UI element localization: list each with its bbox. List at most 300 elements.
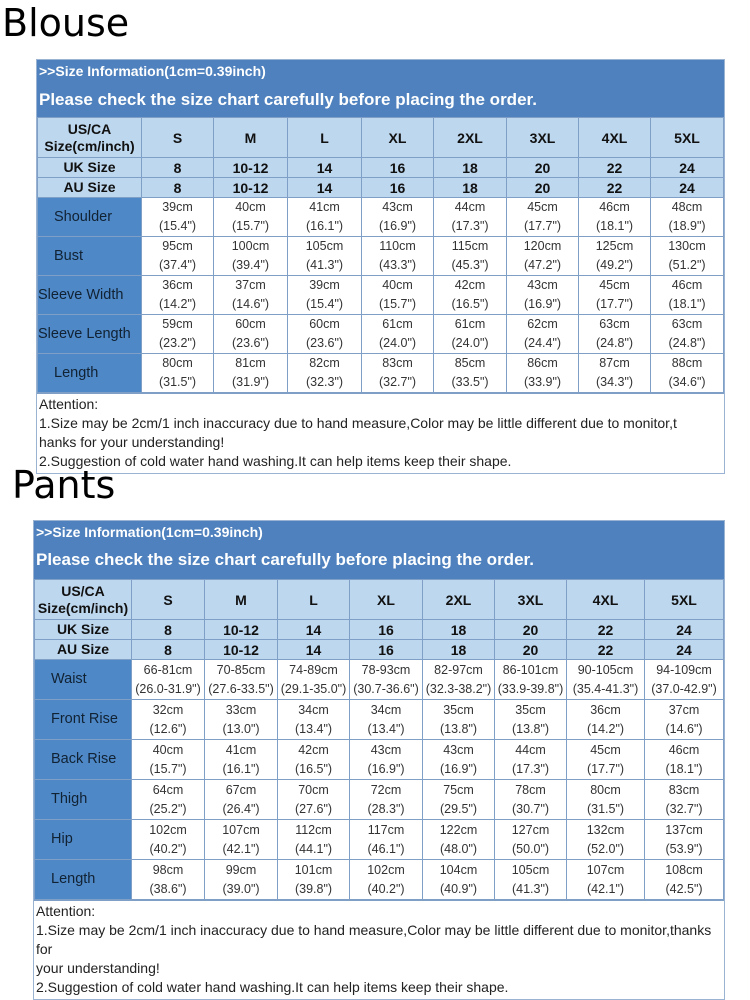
header-row-label (38, 118, 142, 158)
measurement-label: Waist (35, 660, 132, 700)
measurement-cell (205, 740, 278, 780)
cm-value: 43cm (370, 742, 402, 757)
cm-value: 82-97cm (434, 662, 483, 677)
measurement-cell (423, 780, 495, 820)
inch-value: (16.5") (451, 297, 489, 311)
attention-line-1: 1.Size may be 2cm/1 inch inaccuracy due to hand measure,Color may be little different due to monitor,thanks for (36, 922, 712, 957)
inch-value: (42.1") (586, 881, 625, 896)
measurement-cell (288, 315, 362, 354)
inch-value: (29.1-35.0") (280, 681, 347, 696)
size-header-cell: 10-12 (214, 178, 288, 198)
cm-value: 120cm (523, 239, 562, 253)
cm-value: 112cm (295, 822, 332, 837)
cm-value: 88cm (671, 356, 703, 370)
inch-value: (27.6") (294, 801, 333, 816)
inch-value: (40.2") (367, 881, 405, 896)
header-label-line: Size(cm/inch) (44, 137, 135, 154)
cm-value: 78-93cm (361, 662, 411, 677)
measurement-cell (350, 820, 423, 860)
pants-table-body (35, 580, 724, 900)
cm-value: 90-105cm (577, 662, 634, 677)
measurement-cell (423, 820, 495, 860)
size-header-cell: M (205, 580, 278, 620)
measurement-cell (205, 700, 278, 740)
inch-value: (24.0") (378, 336, 417, 350)
cm-value: 107cm (222, 822, 260, 837)
cm-value: 33cm (225, 702, 257, 717)
inch-value: (24.8") (595, 336, 634, 350)
inch-value: (33.9") (523, 375, 562, 389)
inch-value: (46.1") (367, 841, 405, 856)
size-header-cell: 22 (567, 620, 645, 640)
cm-value: 125cm (595, 239, 634, 253)
header-row (38, 158, 724, 178)
measurement-cell (288, 198, 362, 237)
measurement-cell (278, 780, 350, 820)
inch-value: (34.6") (668, 375, 706, 389)
measurement-row (38, 276, 724, 315)
measurement-cell (507, 276, 579, 315)
cm-value: 41cm (309, 200, 340, 214)
measurement-cell (579, 354, 651, 393)
cm-value: 35cm (443, 702, 474, 717)
cm-value: 70-85cm (216, 662, 266, 677)
pants-attention-note (34, 900, 724, 999)
size-header-cell: 24 (651, 178, 724, 198)
inch-value: (52.0") (586, 841, 625, 856)
measurement-cell (142, 315, 214, 354)
measurement-cell (645, 700, 724, 740)
measurement-row (35, 860, 724, 900)
inch-value: (17.7") (595, 297, 634, 311)
measurement-cell (142, 198, 214, 237)
cm-value: 102cm (367, 862, 405, 877)
measurement-cell (205, 660, 278, 700)
inch-value: (17.7") (523, 219, 562, 233)
inch-value: (37.4") (158, 258, 197, 272)
inch-value: (29.5") (439, 801, 478, 816)
measurement-cell (651, 198, 724, 237)
measurement-cell (434, 198, 507, 237)
measurement-label: Length (35, 860, 132, 900)
measurement-cell (579, 276, 651, 315)
measurement-cell (132, 700, 205, 740)
header-row-label: AU Size (38, 178, 142, 198)
cm-value: 70cm (298, 782, 329, 797)
size-header-cell: 20 (507, 178, 579, 198)
size-header-cell: 14 (288, 178, 362, 198)
header-row (35, 640, 724, 660)
attention-heading: Attention: (39, 396, 99, 412)
size-header-cell: 8 (142, 158, 214, 178)
attention-line-2: 2.Suggestion of cold water hand washing.It can help items keep their shape. (39, 453, 512, 469)
inch-value: (18.1") (665, 761, 703, 776)
inch-value: (39.8") (294, 881, 333, 896)
cm-value: 36cm (162, 278, 193, 292)
attention-line-1-cont: your understanding! (36, 960, 160, 976)
measurement-cell (567, 820, 645, 860)
measurement-cell (362, 315, 434, 354)
cm-value: 117cm (367, 822, 405, 837)
measurement-cell (278, 700, 350, 740)
inch-value: (32.3-38.2") (425, 681, 492, 696)
cm-value: 81cm (235, 356, 266, 370)
measurement-cell (423, 740, 495, 780)
cm-value: 34cm (370, 702, 402, 717)
measurement-cell (507, 354, 579, 393)
cm-value: 44cm (515, 742, 546, 757)
measurement-cell (567, 860, 645, 900)
inch-value: (30.7-36.6") (353, 681, 419, 696)
blouse-size-table (37, 117, 724, 393)
inch-value: (40.9") (439, 881, 478, 896)
measurement-cell (132, 820, 205, 860)
size-header-cell: 16 (350, 620, 423, 640)
measurement-cell (288, 276, 362, 315)
size-header-cell: 14 (278, 620, 350, 640)
cm-value: 63cm (599, 317, 630, 331)
cm-value: 39cm (309, 278, 340, 292)
header-row (35, 620, 724, 640)
size-header-cell: 3XL (495, 580, 567, 620)
cm-value: 82cm (309, 356, 340, 370)
cm-value: 43cm (443, 742, 474, 757)
measurement-cell (423, 860, 495, 900)
inch-value: (32.7") (378, 375, 417, 389)
cm-value: 86-101cm (502, 662, 559, 677)
size-header-cell: XL (362, 118, 434, 158)
pants-header-band (34, 521, 724, 579)
cm-value: 105cm (305, 239, 344, 253)
inch-value: (43.3") (378, 258, 417, 272)
measurement-cell (423, 700, 495, 740)
inch-value: (13.8") (511, 721, 550, 736)
inch-value: (15.4") (305, 297, 344, 311)
size-info-text: >>Size Information(1cm=0.39inch) (39, 63, 266, 79)
cm-value: 102cm (149, 822, 187, 837)
measurement-cell (507, 237, 579, 276)
measurement-cell (350, 780, 423, 820)
cm-value: 105cm (511, 862, 550, 877)
inch-value: (39.4") (231, 258, 270, 272)
size-header-cell: 4XL (579, 118, 651, 158)
inch-value: (50.0") (511, 841, 550, 856)
inch-value: (33.9-39.8") (497, 681, 564, 696)
inch-value: (15.4") (158, 219, 197, 233)
measurement-cell (278, 740, 350, 780)
measurement-cell (362, 198, 434, 237)
cm-value: 130cm (668, 239, 706, 253)
size-header-cell: 5XL (651, 118, 724, 158)
measurement-cell (495, 780, 567, 820)
header-row-label: UK Size (35, 620, 132, 640)
size-header-cell: 8 (132, 640, 205, 660)
cm-value: 37cm (668, 702, 700, 717)
cm-value: 63cm (671, 317, 703, 331)
header-row (35, 580, 724, 620)
measurement-cell (579, 315, 651, 354)
measurement-cell (142, 276, 214, 315)
measurement-cell (142, 237, 214, 276)
size-header-cell: L (278, 580, 350, 620)
measurement-cell (288, 354, 362, 393)
cm-value: 32cm (152, 702, 184, 717)
inch-value: (26.4") (222, 801, 260, 816)
measurement-cell (423, 660, 495, 700)
measurement-cell (362, 354, 434, 393)
measurement-cell (214, 198, 288, 237)
measurement-cell (278, 660, 350, 700)
cm-value: 108cm (665, 862, 703, 877)
measurement-cell (567, 780, 645, 820)
cm-value: 42cm (298, 742, 329, 757)
inch-value: (13.4") (367, 721, 405, 736)
measurement-cell (495, 700, 567, 740)
size-header-cell: 18 (423, 640, 495, 660)
measurement-cell (507, 198, 579, 237)
cm-value: 60cm (235, 317, 266, 331)
cm-value: 85cm (454, 356, 486, 370)
measurement-row (35, 780, 724, 820)
cm-value: 122cm (439, 822, 478, 837)
inch-value: (32.7") (665, 801, 703, 816)
measurement-cell (132, 660, 205, 700)
pants-section-title: Pants (12, 463, 116, 507)
inch-value: (15.7") (149, 761, 187, 776)
measurement-cell (288, 237, 362, 276)
cm-value: 107cm (586, 862, 625, 877)
measurement-cell (205, 780, 278, 820)
measurement-cell (645, 780, 724, 820)
inch-value: (18.9") (668, 219, 706, 233)
attention-heading: Attention: (36, 903, 96, 919)
size-header-cell: S (132, 580, 205, 620)
size-header-cell: 16 (362, 158, 434, 178)
measurement-row (35, 700, 724, 740)
measurement-label: Front Rise (35, 700, 132, 740)
measurement-cell (651, 354, 724, 393)
inch-value: (47.2") (523, 258, 562, 272)
cm-value: 72cm (370, 782, 402, 797)
cm-value: 98cm (152, 862, 184, 877)
measurement-cell (132, 860, 205, 900)
inch-value: (27.6-33.5") (208, 681, 274, 696)
measurement-label: Hip (35, 820, 132, 860)
header-row (38, 118, 724, 158)
pants-size-table (34, 579, 724, 900)
inch-value: (16.9") (367, 761, 405, 776)
measurement-cell (434, 315, 507, 354)
inch-value: (13.8") (439, 721, 478, 736)
cm-value: 40cm (382, 278, 413, 292)
header-label-line: US/CA (67, 120, 112, 137)
inch-value: (23.6") (231, 336, 270, 350)
inch-value: (16.9") (378, 219, 417, 233)
cm-value: 80cm (590, 782, 621, 797)
inch-value: (44.1") (294, 841, 333, 856)
cm-value: 132cm (586, 822, 625, 837)
inch-value: (42.5") (665, 881, 703, 896)
size-header-cell: 10-12 (214, 158, 288, 178)
inch-value: (13.4") (294, 721, 333, 736)
measurement-cell (205, 820, 278, 860)
measurement-cell (350, 660, 423, 700)
inch-value: (28.3") (367, 801, 405, 816)
cm-value: 62cm (527, 317, 558, 331)
size-header-cell: 10-12 (205, 640, 278, 660)
header-row (38, 178, 724, 198)
inch-value: (53.9") (665, 841, 703, 856)
measurement-cell (362, 276, 434, 315)
cm-value: 43cm (527, 278, 558, 292)
size-header-cell: 18 (434, 178, 507, 198)
cm-value: 40cm (235, 200, 266, 214)
size-header-cell: 22 (579, 178, 651, 198)
cm-value: 67cm (225, 782, 257, 797)
size-header-cell: 3XL (507, 118, 579, 158)
blouse-table-body (38, 118, 724, 393)
measurement-label: Shoulder (38, 198, 142, 237)
inch-value: (16.5") (294, 761, 333, 776)
inch-value: (18.1") (668, 297, 706, 311)
cm-value: 104cm (439, 862, 478, 877)
measurement-cell (278, 860, 350, 900)
measurement-cell (579, 198, 651, 237)
measurement-cell (205, 860, 278, 900)
size-header-cell: 14 (278, 640, 350, 660)
inch-value: (16.1") (222, 761, 260, 776)
size-header-cell: 14 (288, 158, 362, 178)
measurement-row (38, 237, 724, 276)
check-notice-text: Please check the size chart carefully before placing the order. (39, 90, 537, 109)
cm-value: 83cm (382, 356, 413, 370)
measurement-cell (507, 315, 579, 354)
cm-value: 45cm (599, 278, 630, 292)
attention-line-1-cont: hanks for your understanding! (39, 434, 225, 450)
measurement-cell (142, 354, 214, 393)
measurement-row (35, 660, 724, 700)
measurement-cell (132, 740, 205, 780)
measurement-cell (567, 700, 645, 740)
cm-value: 74-89cm (289, 662, 338, 677)
measurement-row (38, 315, 724, 354)
inch-value: (25.2") (149, 801, 187, 816)
size-header-cell: 24 (651, 158, 724, 178)
check-notice-text: Please check the size chart carefully before placing the order. (36, 550, 534, 569)
inch-value: (23.2") (158, 336, 197, 350)
inch-value: (39.0") (222, 881, 260, 896)
cm-value: 137cm (665, 822, 703, 837)
size-info-text: >>Size Information(1cm=0.39inch) (36, 524, 263, 540)
size-header-cell: 22 (567, 640, 645, 660)
cm-value: 87cm (599, 356, 630, 370)
cm-value: 75cm (443, 782, 474, 797)
measurement-cell (651, 276, 724, 315)
size-header-cell: S (142, 118, 214, 158)
size-header-cell: 20 (495, 620, 567, 640)
header-label-line: US/CA (61, 582, 105, 599)
cm-value: 59cm (162, 317, 193, 331)
inch-value: (24.8") (668, 336, 706, 350)
measurement-cell (651, 315, 724, 354)
size-header-cell: 18 (423, 620, 495, 640)
measurement-cell (645, 860, 724, 900)
measurement-cell (350, 700, 423, 740)
cm-value: 101cm (294, 862, 333, 877)
size-header-cell: 2XL (423, 580, 495, 620)
inch-value: (31.5") (586, 801, 625, 816)
size-header-cell: 22 (579, 158, 651, 178)
measurement-cell (214, 276, 288, 315)
header-row-label: UK Size (38, 158, 142, 178)
inch-value: (17.3") (451, 219, 489, 233)
inch-value: (24.4") (523, 336, 562, 350)
size-header-cell: L (288, 118, 362, 158)
measurement-cell (132, 780, 205, 820)
cm-value: 48cm (671, 200, 703, 214)
attention-line-1: 1.Size may be 2cm/1 inch inaccuracy due to hand measure,Color may be little different due to monitor,t (39, 415, 677, 431)
inch-value: (14.2") (586, 721, 625, 736)
inch-value: (17.3") (511, 761, 550, 776)
measurement-cell (645, 660, 724, 700)
cm-value: 36cm (590, 702, 621, 717)
inch-value: (16.9") (439, 761, 478, 776)
header-label-line: Size(cm/inch) (37, 599, 129, 616)
inch-value: (16.9") (523, 297, 562, 311)
measurement-cell (434, 354, 507, 393)
pants-size-chart (33, 520, 725, 1000)
cm-value: 66-81cm (143, 662, 193, 677)
inch-value: (37.0-42.9") (651, 681, 717, 696)
inch-value: (26.0-31.9") (135, 681, 201, 696)
inch-value: (35.4-41.3") (572, 681, 639, 696)
cm-value: 46cm (668, 742, 700, 757)
measurement-cell (495, 740, 567, 780)
measurement-cell (651, 237, 724, 276)
cm-value: 45cm (527, 200, 558, 214)
blouse-header-band (37, 60, 724, 117)
size-header-cell: M (214, 118, 288, 158)
size-header-cell: 2XL (434, 118, 507, 158)
cm-value: 45cm (590, 742, 621, 757)
inch-value: (24.0") (451, 336, 489, 350)
cm-value: 100cm (231, 239, 270, 253)
cm-value: 34cm (298, 702, 329, 717)
size-header-cell: 5XL (645, 580, 724, 620)
inch-value: (14.6") (665, 721, 703, 736)
cm-value: 110cm (379, 239, 416, 253)
cm-value: 83cm (668, 782, 700, 797)
inch-value: (18.1") (595, 219, 634, 233)
cm-value: 60cm (309, 317, 340, 331)
inch-value: (40.2") (149, 841, 187, 856)
inch-value: (14.2") (158, 297, 197, 311)
blouse-attention-note (37, 393, 724, 473)
measurement-cell (278, 820, 350, 860)
inch-value: (51.2") (668, 258, 706, 272)
attention-line-2: 2.Suggestion of cold water hand washing.It can help items keep their shape. (36, 979, 509, 995)
size-header-cell: 16 (350, 640, 423, 660)
measurement-cell (495, 820, 567, 860)
inch-value: (31.5") (158, 375, 197, 389)
size-header-cell: 18 (434, 158, 507, 178)
size-header-cell: 24 (645, 640, 724, 660)
blouse-size-chart (36, 59, 725, 474)
inch-value: (23.6") (305, 336, 344, 350)
cm-value: 99cm (225, 862, 257, 877)
cm-value: 95cm (162, 239, 193, 253)
cm-value: 42cm (454, 278, 486, 292)
